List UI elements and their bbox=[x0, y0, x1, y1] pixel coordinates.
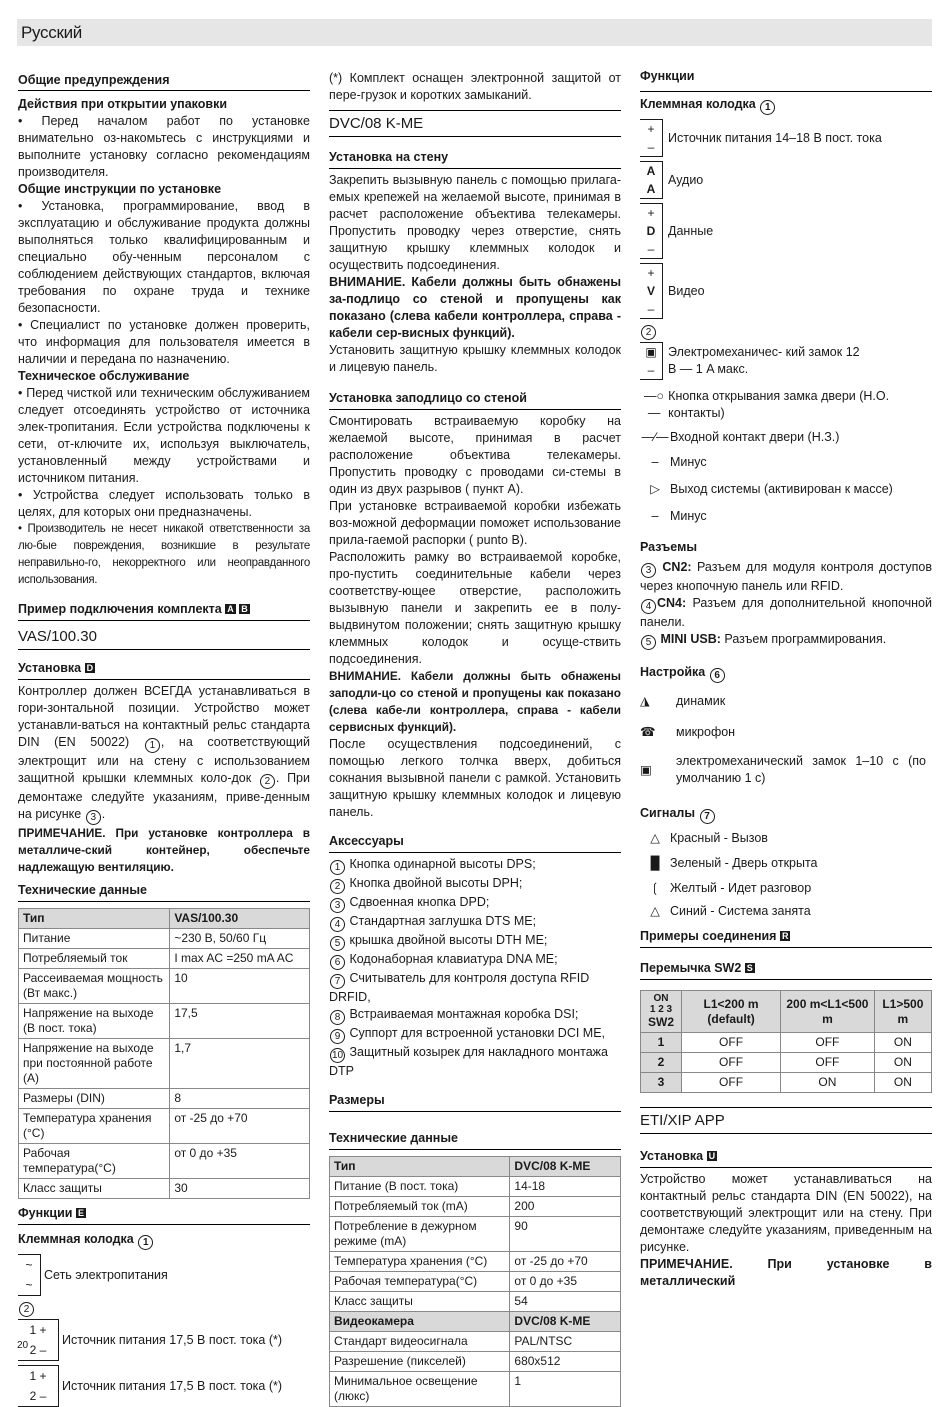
flush-install-warning: ВНИМАНИЕ. Кабели должны быть обнажены заподли-цо со стеной и пропущены как показано (слева кабе-ли контроллера, справа - кабели сервисных функций). bbox=[329, 669, 621, 734]
general-install-title: Общие инструкции по установке bbox=[18, 182, 222, 196]
adjust-lock-label: электромеханический замок 1–10 с (по умолчанию 1 с) bbox=[676, 754, 926, 785]
terminal-output bbox=[640, 481, 932, 498]
table-row: Размеры (DIN) 8 bbox=[19, 1089, 310, 1109]
flush-install-text-2: При установке встраиваемой коробки избежать воз-можной деформации поможет использование прила-гаемой распорки ( punto B). bbox=[329, 499, 621, 547]
table-row: Рабочая температура(°C) от 0 до +35 bbox=[19, 1144, 310, 1179]
terminal-lock-label: Электромеханичес- кий замок 12 В — 1 A макс. bbox=[668, 345, 860, 376]
table-row: Температура хранения (°C) от -25 до +70 bbox=[330, 1252, 621, 1272]
table-row: Температура хранения (°C) от -25 до +70 bbox=[19, 1109, 310, 1144]
list-item: 9 Суппорт для встроенной установки DCI ME, bbox=[329, 1025, 621, 1044]
signal-red-label: Красный - Вызов bbox=[670, 831, 768, 845]
figure-ref-d: D bbox=[86, 663, 94, 673]
install-3-text: Устройство может устанавливаться на контактный рельс стандарта DIN (EN 50022), на соответствующий электрощит или на стену. При демонтаже следуйте указаниям, приведенным на рисунке. bbox=[640, 1172, 932, 1254]
lock-icon: ▣ – bbox=[640, 342, 663, 380]
language-label: Русский bbox=[21, 23, 82, 42]
model-vas-title: VAS/100.30 bbox=[18, 627, 310, 650]
general-install-text-1: • Установка, программирование, ввод в эксплуатацию и обслуживание продукта должны выполняться только квалифицированным и специально обу-ченным персоналом с соблюдением действующих стандартов, включая требования по охране труда и технике безопасности. bbox=[18, 199, 310, 315]
column-1 bbox=[18, 70, 310, 1407]
install-title: Установка D bbox=[18, 660, 310, 680]
signal-yellow-label: Желтый - Идет разговор bbox=[670, 881, 812, 895]
wall-install-warning: ВНИМАНИЕ. Кабели должны быть обнажены за-подлицо со стеной и пропущены как показано (слева кабели контроллера, справа - кабели сер-висных функций). bbox=[329, 275, 621, 340]
maintenance-text-1: • Перед чисткой или техническим обслуживанием следует отсоединять устройство от источника элек-тропитания. Если устройства подключены к сети, от-ключите их, используя выключатель, установленный между устройствами и источником питания. bbox=[18, 386, 310, 485]
column-2 bbox=[329, 70, 621, 1407]
table-row: Стандарт видеосигнала PAL/NTSC bbox=[330, 1332, 621, 1352]
maintenance-text-2: • Устройства следует использовать только в целях, для которых они предназначены. bbox=[18, 488, 310, 519]
terminal-door bbox=[640, 429, 932, 446]
install-note: ПРИМЕЧАНИЕ. При установке контроллера в металличе-ский контейнер, обеспечьте надлежащую вентиляцию. bbox=[18, 826, 310, 874]
adjust-title: Настройка 6 bbox=[640, 664, 932, 683]
terminal-audio: A A Аудио bbox=[640, 161, 932, 199]
terminal-minus-1 bbox=[640, 454, 932, 471]
tech-head-type: Тип bbox=[19, 909, 170, 929]
list-item: 1 Кнопка одинарной высоты DPS; bbox=[329, 856, 621, 875]
table-row: 1 OFF OFF ON bbox=[641, 1033, 932, 1053]
terminal-button-label: Кнопка открывания замка двери (Н.О. контакты) bbox=[668, 389, 890, 420]
terminal-minus-2-label: Минус bbox=[670, 509, 707, 523]
terminal-psu-2-pins: 1 + 2 – bbox=[18, 1365, 59, 1407]
flush-install-text-4: После осуществления подсоединений, с помощью легкого толчка вверх, добиться сокнания вызывной панели с рамкой. Установить защитную крышку клеммных колодок и лицевую панель. bbox=[329, 737, 621, 819]
install-3-note: ПРИМЕЧАНИЕ. При установке в металлический bbox=[640, 1257, 932, 1288]
connection-example-title: Пример подключения комплекта A B bbox=[18, 601, 310, 621]
signal-green bbox=[640, 855, 932, 872]
tech-data-2-title: Технические данные bbox=[329, 1130, 621, 1150]
table-row: Потребляемый ток (mA) 200 bbox=[330, 1197, 621, 1217]
terminal-door-label: Входной контакт двери (Н.З.) bbox=[670, 430, 840, 444]
push-button-icon: —○— bbox=[644, 389, 665, 420]
terminal-lock bbox=[640, 342, 932, 380]
table-row: Рабочая температура(°C) от 0 до +35 bbox=[330, 1272, 621, 1292]
table-row: Питание (В пост. тока) 14-18 bbox=[330, 1177, 621, 1197]
terminal-button bbox=[640, 388, 932, 422]
install-text: Контроллер должен ВСЕГДА устанавливаться в гори-зонтальной позиции. Устройство может устанавли-ваться на контактный рельс стандарта DIN (EN 50022) 1 , на соответствующий электрощит или на стену с использованием защитной крышки клеммных коло-док 2 . При демонтаже следуйте указаниям, приве-денным на рисунке 3 . bbox=[18, 684, 310, 823]
talk-icon: ❲ bbox=[649, 881, 661, 895]
accessories-title: Аксессуары bbox=[329, 833, 621, 853]
figure-ref-a: A bbox=[227, 604, 234, 614]
tech-head-model: VAS/100.30 bbox=[170, 909, 310, 929]
terminal-psu-1-pins: 1 + 2 – bbox=[18, 1319, 59, 1361]
terminal-ref-2: 2 bbox=[641, 325, 656, 340]
unpacking-title: Действия при открытии упаковки bbox=[18, 97, 228, 111]
signal-red bbox=[640, 830, 932, 847]
accessories-list bbox=[329, 856, 621, 1080]
model-eti-title: ETI/XIP APP bbox=[640, 1107, 932, 1134]
terminal-video: + V – Видео bbox=[640, 263, 932, 319]
table-row: Минимальное освещение (люкс) 1 bbox=[330, 1372, 621, 1407]
terminal-mains bbox=[18, 1254, 310, 1296]
output-icon: ▷ bbox=[650, 482, 660, 496]
list-item: 5 крышка двойной высоты DTH ME; bbox=[329, 932, 621, 951]
list-item: 2 Кнопка двойной высоты DPH; bbox=[329, 875, 621, 894]
table-row: 2 OFF OFF ON bbox=[641, 1053, 932, 1073]
terminal-output-label: Выход системы (активирован к массе) bbox=[670, 482, 893, 496]
terminal-data-label: Данные bbox=[668, 223, 714, 238]
maintenance-text-3: • Производитель не несет никакой ответственности за лю-бые повреждения, возникшие в результате неправильно-го, некорректного или неоправданного использования. bbox=[18, 523, 310, 586]
dimensions-title: Размеры bbox=[329, 1092, 621, 1112]
minus-icon: – bbox=[651, 509, 659, 523]
connector-cn4: 4 CN4: Разъем для дополнительной кнопочной панели. bbox=[640, 596, 932, 629]
table-row: Класс защиты 30 bbox=[19, 1179, 310, 1199]
list-item: 7 Считыватель для контроля доступа RFID DRFID, bbox=[329, 971, 590, 1004]
terminal-block-title: Клеммная колодка 1 bbox=[18, 1231, 310, 1250]
figure-ref-e: E bbox=[77, 1208, 84, 1218]
signals-title: Сигналы 7 bbox=[640, 805, 932, 824]
busy-icon: △ bbox=[650, 904, 660, 918]
table-row: Разрешение (пикселей) 680x512 bbox=[330, 1352, 621, 1372]
microphone-icon: ☎ bbox=[640, 725, 656, 739]
examples-title: Примеры соединения R bbox=[640, 928, 932, 948]
figure-ref-b: B bbox=[241, 604, 248, 614]
model-dvc-title: DVC/08 K-ME bbox=[329, 110, 621, 137]
page-number: 20 bbox=[17, 1340, 29, 1351]
terminal-psu-1-label: Источник питания 17,5 В пост. тока (*) bbox=[62, 1332, 283, 1347]
list-item: 3 Сдвоенная кнопка DPD; bbox=[329, 894, 621, 913]
list-item: 8 Встраиваемая монтажная коробка DSI; bbox=[329, 1006, 621, 1025]
functions-3-title: Функции bbox=[640, 69, 695, 83]
connectors-title: Разъемы bbox=[640, 540, 698, 554]
terminal-psu-2 bbox=[18, 1365, 310, 1407]
tech-data-title: Технические данные bbox=[18, 882, 310, 902]
signal-yellow bbox=[640, 880, 932, 897]
column-3 bbox=[640, 70, 932, 1290]
general-warnings-title: Общие предупреждения bbox=[18, 72, 310, 91]
terminal-video-label: Видео bbox=[668, 283, 705, 298]
door-contact-icon: —∕— bbox=[641, 430, 669, 444]
table-row: Потребление в дежурном режиме (mA) 90 bbox=[330, 1217, 621, 1252]
lock-icon: ▣ bbox=[640, 762, 652, 777]
functions-title: Функции E bbox=[18, 1205, 310, 1225]
table-row: Потребляемый ток I max AC =250 mA AC bbox=[19, 949, 310, 969]
connector-cn2: 3 CN2: Разъем для модуля контроля доступов через кнопочную панель или RFID. bbox=[640, 560, 932, 593]
terminal-mains-label: Сеть электропитания bbox=[44, 1267, 168, 1282]
adjust-mic-label: микрофон bbox=[676, 725, 736, 739]
terminal-minus-2 bbox=[640, 508, 932, 525]
terminal-audio-label: Аудио bbox=[668, 172, 704, 187]
table-row: Класс защиты 54 bbox=[330, 1292, 621, 1312]
door-open-icon: █ bbox=[650, 856, 660, 870]
list-item: 10 Защитный козырек для накладного монтажа DTP bbox=[329, 1045, 608, 1078]
tech-data-table bbox=[18, 908, 310, 1199]
flush-install-text-1: Смонтировать встраиваемую коробку на желаемой высоте, принимая в расчет расположение объектива телекамеры. Пропустить проводку с проводами си-стемы в один из двух разрывов ( пункт A). bbox=[329, 414, 621, 496]
signal-green-label: Зеленый - Дверь открыта bbox=[670, 856, 818, 870]
list-item: 4 Стандартная заглушка DTS ME; bbox=[329, 913, 621, 932]
general-install-text-2: • Специалист по установке должен проверить, что информация для пользователя имеется в наличии и передана по назначению. bbox=[18, 318, 310, 366]
wall-install-title: Установка на стену bbox=[329, 149, 621, 169]
bell-icon: △ bbox=[650, 831, 660, 845]
protection-note: (*) Комплект оснащен электронной защитой от пере-грузок и коротких замыканий. bbox=[329, 71, 621, 102]
table-row: Рассеиваемая мощность (Вт макс.) 10 bbox=[19, 969, 310, 1004]
wall-install-text: Закрепить вызывную панель с помощью прилага-емых крепежей на желаемой высоте, принимая в расчет расположение объектива телекамеры. Пропустить проводку через отверстие, снять защитную крышку клеммных колодок и осуществить подсоединения. bbox=[329, 173, 621, 272]
terminal-psu-2-label: Источник питания 17,5 В пост. тока (*) bbox=[62, 1378, 283, 1393]
flush-install-title: Установка заподлицо со стеной bbox=[329, 390, 621, 410]
connector-usb: 5 MINI USB: Разъем программирования. bbox=[640, 631, 932, 650]
table-row: Питание ~230 В, 50/60 Гц bbox=[19, 929, 310, 949]
adjust-speaker-label: динамик bbox=[676, 694, 726, 708]
language-header-bar bbox=[17, 19, 932, 46]
jumper-title: Перемычка SW2 S bbox=[640, 960, 932, 980]
terminal-data: + D – Данные bbox=[640, 203, 932, 259]
list-item: 6 Кодонаборная клавиатура DNA ME; bbox=[329, 951, 621, 970]
terminal-minus-1-label: Минус bbox=[670, 455, 707, 469]
adjust-speaker bbox=[640, 693, 932, 710]
unpacking-text: • Перед началом работ по установке внимательно оз-накомьтесь с инструкциями и выполните установку согласно рекомендациям производителя. bbox=[18, 114, 310, 179]
minus-icon: – bbox=[651, 455, 659, 469]
install-3-title: Установка U bbox=[640, 1148, 932, 1168]
terminal-power-label: Источник питания 14–18 В пост. тока bbox=[668, 130, 882, 145]
table-row: Напряжение на выходе при постоянной работе (A) 1,7 bbox=[19, 1039, 310, 1089]
terminal-psu-1 bbox=[18, 1319, 310, 1361]
speaker-icon: ◮ bbox=[640, 694, 650, 708]
wall-install-end: Установить защитную крышку клеммных колодок и лицевую панель. bbox=[329, 343, 621, 374]
tech-data-2-table: Тип DVC/08 K-ME Питание (В пост. тока) 14-18 Потребляемый ток (mA) 200 Потребление в дежурном режиме (mA) 90 Температура хранения (°C) от -25 до +70 Рабочая температура(°C) от 0 до +35 Класс защиты 54 Видеокамера DVC/08 K-ME Стандарт видеосигнала PAL/NTSC Разрешение (пикселей) 680x512 Минимальное освещение (люкс) 1 bbox=[329, 1156, 621, 1407]
table-row: Напряжение на выходе (В пост. тока) 17,5 bbox=[19, 1004, 310, 1039]
signal-blue bbox=[640, 903, 932, 920]
table-row: 3 OFF ON ON bbox=[641, 1073, 932, 1093]
maintenance-title: Техническое обслуживание bbox=[18, 369, 190, 383]
terminal-ref-2: 2 bbox=[19, 1302, 34, 1317]
terminal-block-3-title: Клеммная колодка 1 bbox=[640, 91, 932, 115]
jumper-table: ON 1 2 3 SW2 L1<200 m (default) 200 m<L1<500 m L1>500 m 1 OFF OFF ON 2 OFF OFF ON 3 OFF ON ON bbox=[640, 990, 932, 1093]
flush-install-text-3: Расположить рамку во встраиваемой коробке, про-пустить соединительные кабели через соответству-ющее отверстие, расположить вызывную панели и закрепить ее в полу-выдвинутом положении; снять защитную крышку клеммных колодок и осуще-ствить подсоединения. bbox=[329, 550, 621, 666]
terminal-power: + – Источник питания 14–18 В пост. тока bbox=[640, 119, 932, 157]
adjust-lock bbox=[640, 753, 932, 787]
adjust-mic bbox=[640, 724, 932, 741]
terminal-ac-symbol: ~ ~ bbox=[18, 1254, 41, 1296]
signal-blue-label: Синий - Система занята bbox=[670, 904, 811, 918]
